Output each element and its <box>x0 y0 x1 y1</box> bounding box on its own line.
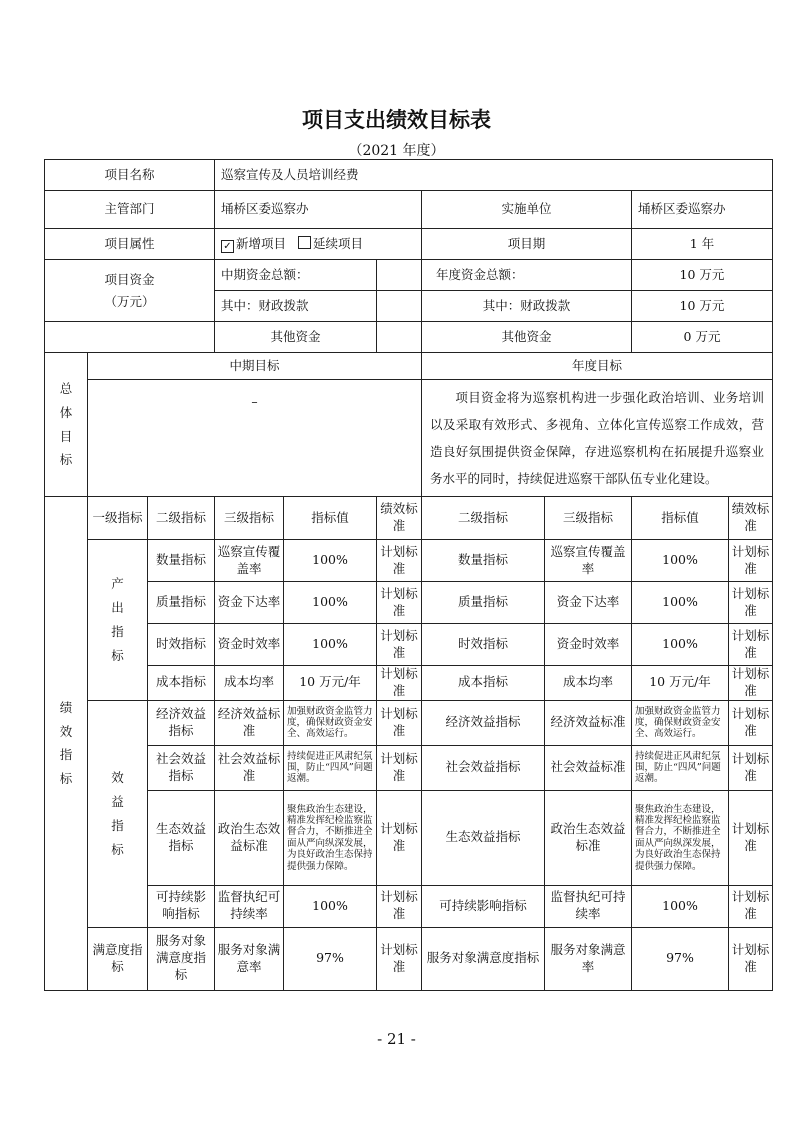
table-cell: 100% <box>284 885 377 927</box>
period-value: 1 年 <box>632 229 773 260</box>
mid-total-value <box>377 260 422 291</box>
table-cell: 资金时效率 <box>545 624 632 666</box>
table-cell: 生态效益指标 <box>422 790 545 885</box>
table-cell: 巡察宣传覆盖率 <box>215 540 284 582</box>
label-other-mid: 其他资金 <box>215 322 377 353</box>
label-period: 项目期 <box>422 229 632 260</box>
impl-unit-value: 埇桥区委巡察办 <box>632 191 773 229</box>
table-cell: 可持续影响指标 <box>422 885 545 927</box>
other-year-value: 0 万元 <box>632 322 773 353</box>
label-year-total: 年度资金总额： <box>422 260 632 291</box>
table-cell: 成本均率 <box>545 666 632 701</box>
label-perf: 绩效指标 <box>45 497 88 991</box>
table-cell: 计划标准 <box>377 885 422 927</box>
checkbox-new-checked-icon: ✓ <box>221 240 234 253</box>
dept-value: 埇桥区委巡察办 <box>215 191 422 229</box>
table-cell: 100% <box>632 624 729 666</box>
label-project-name: 项目名称 <box>45 160 215 191</box>
table-cell: 100% <box>284 624 377 666</box>
checkbox-continue-icon <box>298 236 311 249</box>
table-cell: 计划标准 <box>729 790 773 885</box>
table-cell: 数量指标 <box>422 540 545 582</box>
table-cell: 成本指标 <box>148 666 215 701</box>
table-cell: 计划标准 <box>377 582 422 624</box>
table-cell: 时效指标 <box>422 624 545 666</box>
table-cell: 100% <box>632 885 729 927</box>
hdr-value-b: 指标值 <box>632 497 729 540</box>
hdr-lvl3: 三级指标 <box>215 497 284 540</box>
table-cell: 经济效益指标 <box>422 700 545 745</box>
table-cell: 资金时效率 <box>215 624 284 666</box>
page-number: - 21 - <box>377 1030 416 1048</box>
table-cell: 服务对象满意度指标 <box>422 927 545 990</box>
hdr-lvl2: 二级指标 <box>148 497 215 540</box>
table-cell: 政治生态效益标准 <box>215 790 284 885</box>
table-cell: 数量指标 <box>148 540 215 582</box>
table-cell: 经济效益指标 <box>148 700 215 745</box>
table-cell: 服务对象满意率 <box>215 927 284 990</box>
hdr-lvl2-b: 二级指标 <box>422 497 545 540</box>
table-cell: 资金下达率 <box>215 582 284 624</box>
hdr-std: 绩效标准 <box>377 497 422 540</box>
table-cell: 质量指标 <box>422 582 545 624</box>
table-cell: 加强财政资金监管力度，确保财政资金安全、高效运行。 <box>632 700 729 745</box>
label-fiscal-mid: 其中：财政拨款 <box>215 291 377 322</box>
label-mid-total: 中期资金总额： <box>215 260 377 291</box>
mid-goal-text: – <box>88 380 422 497</box>
table-cell: 聚焦政治生态建设，精准发挥纪检监察监督合力，不断推进全面从严向纵深发展，为良好政治生态保持提供强力保障。 <box>284 790 377 885</box>
attr-new-label: 新增项目 <box>236 235 287 251</box>
table-cell: 社会效益标准 <box>545 745 632 790</box>
label-funds: 项目资金（万元） <box>45 260 215 322</box>
page-subtitle: （2021 年度） <box>348 143 445 159</box>
table-cell: 计划标准 <box>729 666 773 701</box>
attr-cont-label: 延续项目 <box>312 235 363 251</box>
label-mid-goal: 中期目标 <box>88 353 422 380</box>
table-cell: 100% <box>632 540 729 582</box>
table-cell: 计划标准 <box>377 700 422 745</box>
table-cell: 聚焦政治生态建设，精准发挥纪检监察监督合力，不断推进全面从严向纵深发展，为良好政治生态保持提供强力保障。 <box>632 790 729 885</box>
table-cell: 质量指标 <box>148 582 215 624</box>
table-cell: 成本均率 <box>215 666 284 701</box>
table-cell: 计划标准 <box>377 745 422 790</box>
table-cell: 计划标准 <box>377 540 422 582</box>
table-cell: 持续促进正风肃纪氛围，防止“四风”问题返潮。 <box>632 745 729 790</box>
table-cell: 10 万元/年 <box>632 666 729 701</box>
table-cell: 计划标准 <box>729 700 773 745</box>
table-cell: 社会效益标准 <box>215 745 284 790</box>
table-cell: 成本指标 <box>422 666 545 701</box>
year-total-value: 10 万元 <box>632 260 773 291</box>
hdr-value: 指标值 <box>284 497 377 540</box>
table-cell: 计划标准 <box>729 885 773 927</box>
table-cell: 100% <box>284 582 377 624</box>
table-cell: 社会效益指标 <box>148 745 215 790</box>
table-cell: 服务对象满意度指标 <box>148 927 215 990</box>
table-cell: 计划标准 <box>729 927 773 990</box>
table-cell: 97% <box>632 927 729 990</box>
table-cell: 可持续影响指标 <box>148 885 215 927</box>
label-dept: 主管部门 <box>45 191 215 229</box>
table-cell: 计划标准 <box>377 666 422 701</box>
table-cell: 社会效益指标 <box>422 745 545 790</box>
table-cell: 计划标准 <box>377 790 422 885</box>
table-cell: 计划标准 <box>729 540 773 582</box>
label-year-goal: 年度目标 <box>422 353 773 380</box>
table-cell: 政治生态效益标准 <box>545 790 632 885</box>
table-cell: 计划标准 <box>729 745 773 790</box>
table-cell: 持续促进正风肃纪氛围，防止“四风”问题返潮。 <box>284 745 377 790</box>
other-mid-value <box>377 322 422 353</box>
label-impl-unit: 实施单位 <box>422 191 632 229</box>
label-benefit: 效益指标 <box>88 700 148 927</box>
table-cell: 服务对象满意率 <box>545 927 632 990</box>
hdr-std-b: 绩效标准 <box>729 497 773 540</box>
fiscal-mid-value <box>377 291 422 322</box>
label-fiscal-year: 其中：财政拨款 <box>422 291 632 322</box>
label-other-year: 其他资金 <box>422 322 632 353</box>
table-cell: 97% <box>284 927 377 990</box>
table-cell: 巡察宣传覆盖率 <box>545 540 632 582</box>
page-title: 项目支出绩效目标表 <box>302 108 491 132</box>
table-cell: 监督执纪可持续率 <box>545 885 632 927</box>
attr-value <box>215 229 422 260</box>
label-overall: 总体目标 <box>45 353 88 497</box>
label-attr: 项目属性 <box>45 229 215 260</box>
table-cell: 计划标准 <box>729 582 773 624</box>
table-cell: 10 万元/年 <box>284 666 377 701</box>
project-name-value: 巡察宣传及人员培训经费 <box>215 160 773 191</box>
table-cell: 计划标准 <box>377 624 422 666</box>
table-cell: 计划标准 <box>377 927 422 990</box>
hdr-lvl1: 一级指标 <box>88 497 148 540</box>
funds-spacer <box>45 322 215 353</box>
table-cell: 100% <box>284 540 377 582</box>
table-cell: 计划标准 <box>729 624 773 666</box>
table-cell: 100% <box>632 582 729 624</box>
table-cell: 资金下达率 <box>545 582 632 624</box>
table-cell: 监督执纪可持续率 <box>215 885 284 927</box>
table-cell: 经济效益标准 <box>215 700 284 745</box>
fiscal-year-value: 10 万元 <box>632 291 773 322</box>
label-output: 产出指标 <box>88 540 148 701</box>
label-satisfaction: 满意度指标 <box>88 927 148 990</box>
hdr-lvl3-b: 三级指标 <box>545 497 632 540</box>
table-cell: 加强财政资金监管力度，确保财政资金安全、高效运行。 <box>284 700 377 745</box>
performance-table <box>44 159 773 991</box>
table-cell: 经济效益标准 <box>545 700 632 745</box>
table-cell: 时效指标 <box>148 624 215 666</box>
table-cell: 生态效益指标 <box>148 790 215 885</box>
year-goal-text: 项目资金将为巡察机构进一步强化政治培训、业务培训以及采取有效形式、多视角、立体化宣传巡察工作成效，营造良好氛围提供资金保障，存进巡察机构在拓展提升巡察业务水平的同时，持续促进巡察干部队伍专业化建设。 <box>422 380 773 497</box>
